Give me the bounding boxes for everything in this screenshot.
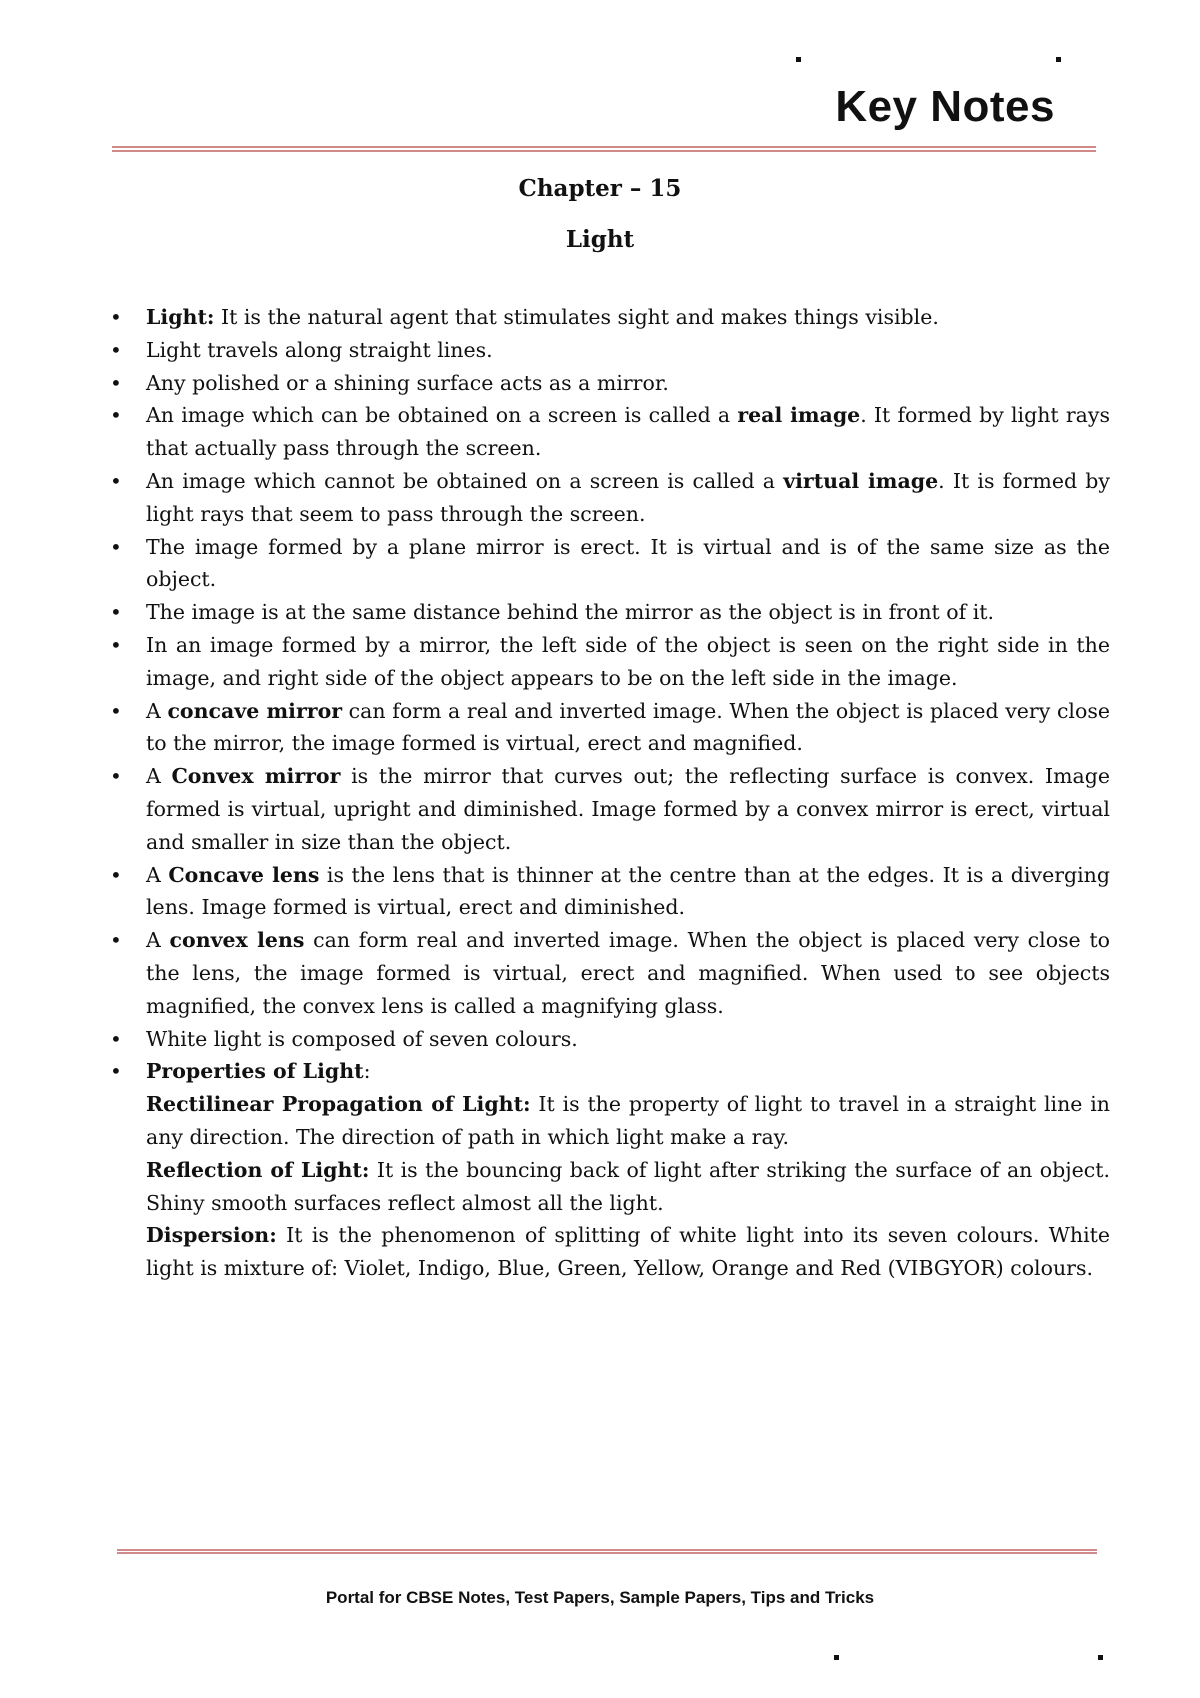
key-notes-list (110, 301, 1110, 1285)
property-text: It is the property of light to travel in a straight line in any direction. The direction of path in which light make a ray. (146, 1092, 1110, 1149)
property-item (110, 1088, 1110, 1154)
bullet-icon: • (110, 632, 122, 657)
note-text: . It formed by light rays that actually pass through the screen. (146, 403, 1110, 461)
note-text-prefix: A (146, 764, 172, 789)
note-item (110, 695, 1110, 761)
bullet-icon: • (110, 468, 122, 493)
note-text: is the mirror that curves out; the reflecting surface is convex. Image formed is virtual, upright and diminished. Image formed by a convex mirror is erect, virtual and smaller in size than the object. (146, 764, 1110, 854)
note-bold-term: convex lens (169, 928, 305, 953)
footer-text: Portal for CBSE Notes, Test Papers, Sample Papers, Tips and Tricks (325, 1588, 875, 1607)
note-text: . It is formed by light rays that seem to pass through the screen. (146, 468, 1110, 526)
note-bold-term: Properties of Light (146, 1059, 364, 1084)
note-text-prefix: A (146, 862, 169, 887)
note-bold-term: concave mirror (167, 698, 343, 723)
note-bold-term: real image (737, 403, 861, 428)
note-item (110, 334, 1110, 367)
property-text: It is the bouncing back of light after striking the surface of an object. Shiny smooth surfaces reflect almost all the light. (146, 1157, 1110, 1215)
note-item (110, 301, 1110, 334)
chapter-number: Chapter – 15 (518, 175, 682, 202)
note-item (110, 859, 1110, 925)
property-item (110, 1154, 1110, 1220)
note-item (110, 1023, 1110, 1056)
note-item (110, 399, 1110, 465)
bullet-icon: • (110, 862, 122, 887)
note-bold-term: Convex mirror (171, 764, 341, 789)
note-text-prefix: An image which cannot be obtained on a screen is called a (146, 468, 784, 493)
note-text: In an image formed by a mirror, the left side of the object is seen on the right side in the image, and right side of the object appears to be on the left side in the image. (146, 632, 1110, 690)
note-bold-term: Light: (146, 305, 215, 329)
note-item (110, 760, 1110, 858)
bullet-icon: • (110, 764, 122, 789)
footer-divider (117, 1549, 1097, 1554)
note-text: : (363, 1059, 371, 1084)
bullet-icon: • (110, 305, 122, 329)
note-bold-term: Concave lens (168, 862, 320, 887)
note-text: Any polished or a shining surface acts as a mirror. (146, 370, 669, 395)
bullet-icon: • (110, 1059, 122, 1084)
note-item (110, 465, 1110, 531)
note-text: The image is at the same distance behind the mirror as the object is in front of it. (146, 600, 995, 625)
note-text: Light travels along straight lines. (146, 337, 493, 362)
property-item (110, 1219, 1110, 1285)
note-bold-term: virtual image (783, 468, 939, 493)
bullet-icon: • (110, 403, 122, 428)
page-header-title: Key Notes (835, 82, 1055, 131)
header-divider (112, 146, 1096, 152)
property-text: It is the phenomenon of splitting of white light into its seven colours. White light is mixture of: Violet, Indigo, Blue, Green, Yellow, Orange and Red (VIBGYOR) colours. (146, 1223, 1110, 1281)
note-text: The image formed by a plane mirror is erect. It is virtual and is of the same size as the object. (146, 534, 1110, 592)
bullet-icon: • (110, 1026, 122, 1051)
corner-dot-bottom-right (1098, 1655, 1103, 1660)
chapter-topic: Light (565, 226, 635, 253)
corner-dot-top-right (1056, 57, 1061, 62)
corner-dot-top-left (796, 57, 801, 62)
note-text: is the lens that is thinner at the centre than at the edges. It is a diverging lens. Image formed is virtual, erect and diminished. (146, 862, 1111, 920)
bullet-icon: • (110, 928, 122, 953)
note-text-prefix: A (146, 928, 170, 953)
bullet-icon: • (110, 698, 122, 723)
property-term: Dispersion: (146, 1223, 277, 1248)
note-text: It is the natural agent that stimulates sight and makes things visible. (214, 305, 939, 329)
note-item (110, 629, 1110, 695)
bullet-icon: • (110, 600, 122, 625)
note-item (110, 924, 1110, 1022)
note-item (110, 367, 1110, 400)
bullet-icon: • (110, 534, 122, 559)
bullet-icon: • (110, 337, 122, 362)
note-item (110, 1055, 1110, 1088)
note-item (110, 531, 1110, 597)
note-text-prefix: A (146, 698, 168, 723)
note-text-prefix: An image which can be obtained on a screen is called a (146, 403, 738, 428)
property-term: Reflection of Light: (146, 1157, 370, 1182)
note-text: can form real and inverted image. When the object is placed very close to the lens, the image formed is virtual, erect and magnified. When used to see objects magnified, the convex lens is called a magnifying glass. (146, 928, 1111, 1018)
corner-dot-bottom-left (834, 1655, 839, 1660)
bullet-icon: • (110, 370, 122, 395)
note-text: White light is composed of seven colours. (146, 1026, 578, 1051)
note-text: can form a real and inverted image. When the object is placed very close to the mirror, the image formed is virtual, erect and magnified. (146, 698, 1110, 756)
note-item (110, 596, 1110, 629)
property-term: Rectilinear Propagation of Light: (146, 1092, 531, 1117)
